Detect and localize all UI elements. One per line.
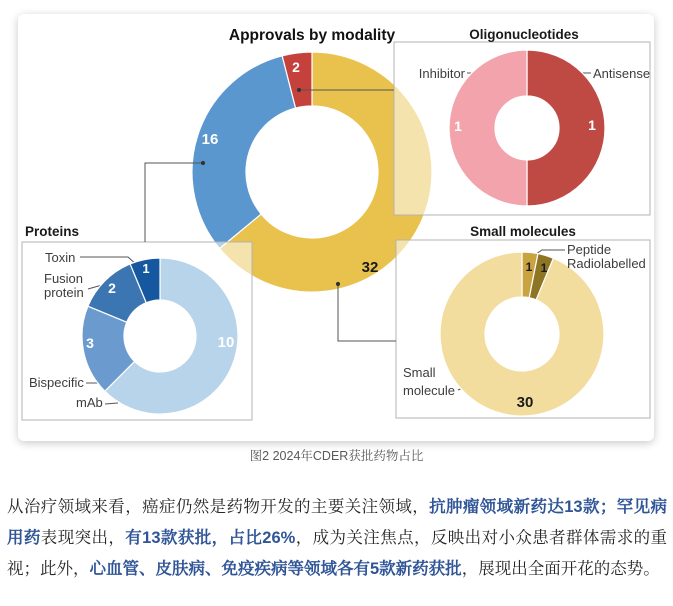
paragraph-segment-highlight: 有13款获批，占比26% bbox=[125, 529, 296, 547]
main-value-small-molecules: 32 bbox=[361, 259, 379, 276]
antisense-label: Antisense bbox=[593, 66, 651, 81]
article-paragraph bbox=[7, 492, 667, 585]
paragraph-segment: 从治疗领域来看，癌症仍然是药物开发的主要关注领域， bbox=[7, 498, 430, 516]
paragraph-segment: ，成为关注焦点，反映出对小众患者群体需求的重视；此外， bbox=[7, 529, 668, 578]
paragraph-segment-highlight: 心血管、皮肤病、免疫疾病等领域各有5款新药获批 bbox=[89, 560, 462, 578]
radiolabelled-label: Radiolabelled bbox=[567, 256, 646, 271]
proteins-value-bispecific: 3 bbox=[86, 335, 94, 351]
main-slice-proteins bbox=[192, 56, 296, 249]
mab-label: mAb bbox=[76, 395, 103, 410]
oligo-leader-dot bbox=[297, 88, 301, 92]
proteins-title: Proteins bbox=[25, 224, 80, 239]
oligonucleotides-title: Oligonucleotides bbox=[469, 27, 579, 42]
proteins-value-fusion-protein: 2 bbox=[108, 280, 116, 296]
bispecific-label: Bispecific bbox=[29, 375, 84, 390]
small-molecules-leader-line bbox=[338, 284, 396, 341]
peptide-label: Peptide bbox=[567, 242, 612, 257]
figure-title: Approvals by modality bbox=[228, 27, 396, 44]
fusion-protein-label: Fusion protein bbox=[44, 271, 84, 300]
figure-caption: 图2 2024年CDER获批药物占比 bbox=[249, 449, 424, 463]
small_molecules-value-small-molecule: 30 bbox=[516, 394, 534, 411]
small_molecules-value-peptide: 1 bbox=[525, 260, 533, 274]
proteins-leader-dot bbox=[201, 161, 205, 165]
small_molecules-value-radiolabelled: 1 bbox=[540, 261, 548, 275]
figure-card bbox=[18, 14, 654, 441]
main-value-proteins: 16 bbox=[201, 131, 219, 148]
figure-canvas bbox=[18, 14, 654, 441]
proteins-value-mab: 10 bbox=[217, 334, 235, 351]
main-value-oligonucleotides: 2 bbox=[292, 59, 300, 75]
paragraph-segment-highlight: 抗肿瘤领域新药达13款；罕见病用药 bbox=[7, 498, 668, 547]
inhibitor-label: Inhibitor bbox=[418, 66, 465, 81]
toxin-label: Toxin bbox=[45, 250, 76, 265]
paragraph-segment: 表现突出， bbox=[40, 529, 126, 547]
proteins-value-toxin: 1 bbox=[142, 261, 150, 276]
oligonucleotides-value-antisense: 1 bbox=[588, 117, 596, 133]
small-molecules-title: Small molecules bbox=[470, 224, 576, 239]
small-molecules-leader-dot bbox=[336, 282, 340, 286]
paragraph-segment: ，展现出全面开花的态势。 bbox=[461, 560, 660, 578]
small-molecule-label: Small molecule bbox=[403, 365, 456, 398]
oligonucleotides-value-inhibitor: 1 bbox=[454, 118, 462, 134]
